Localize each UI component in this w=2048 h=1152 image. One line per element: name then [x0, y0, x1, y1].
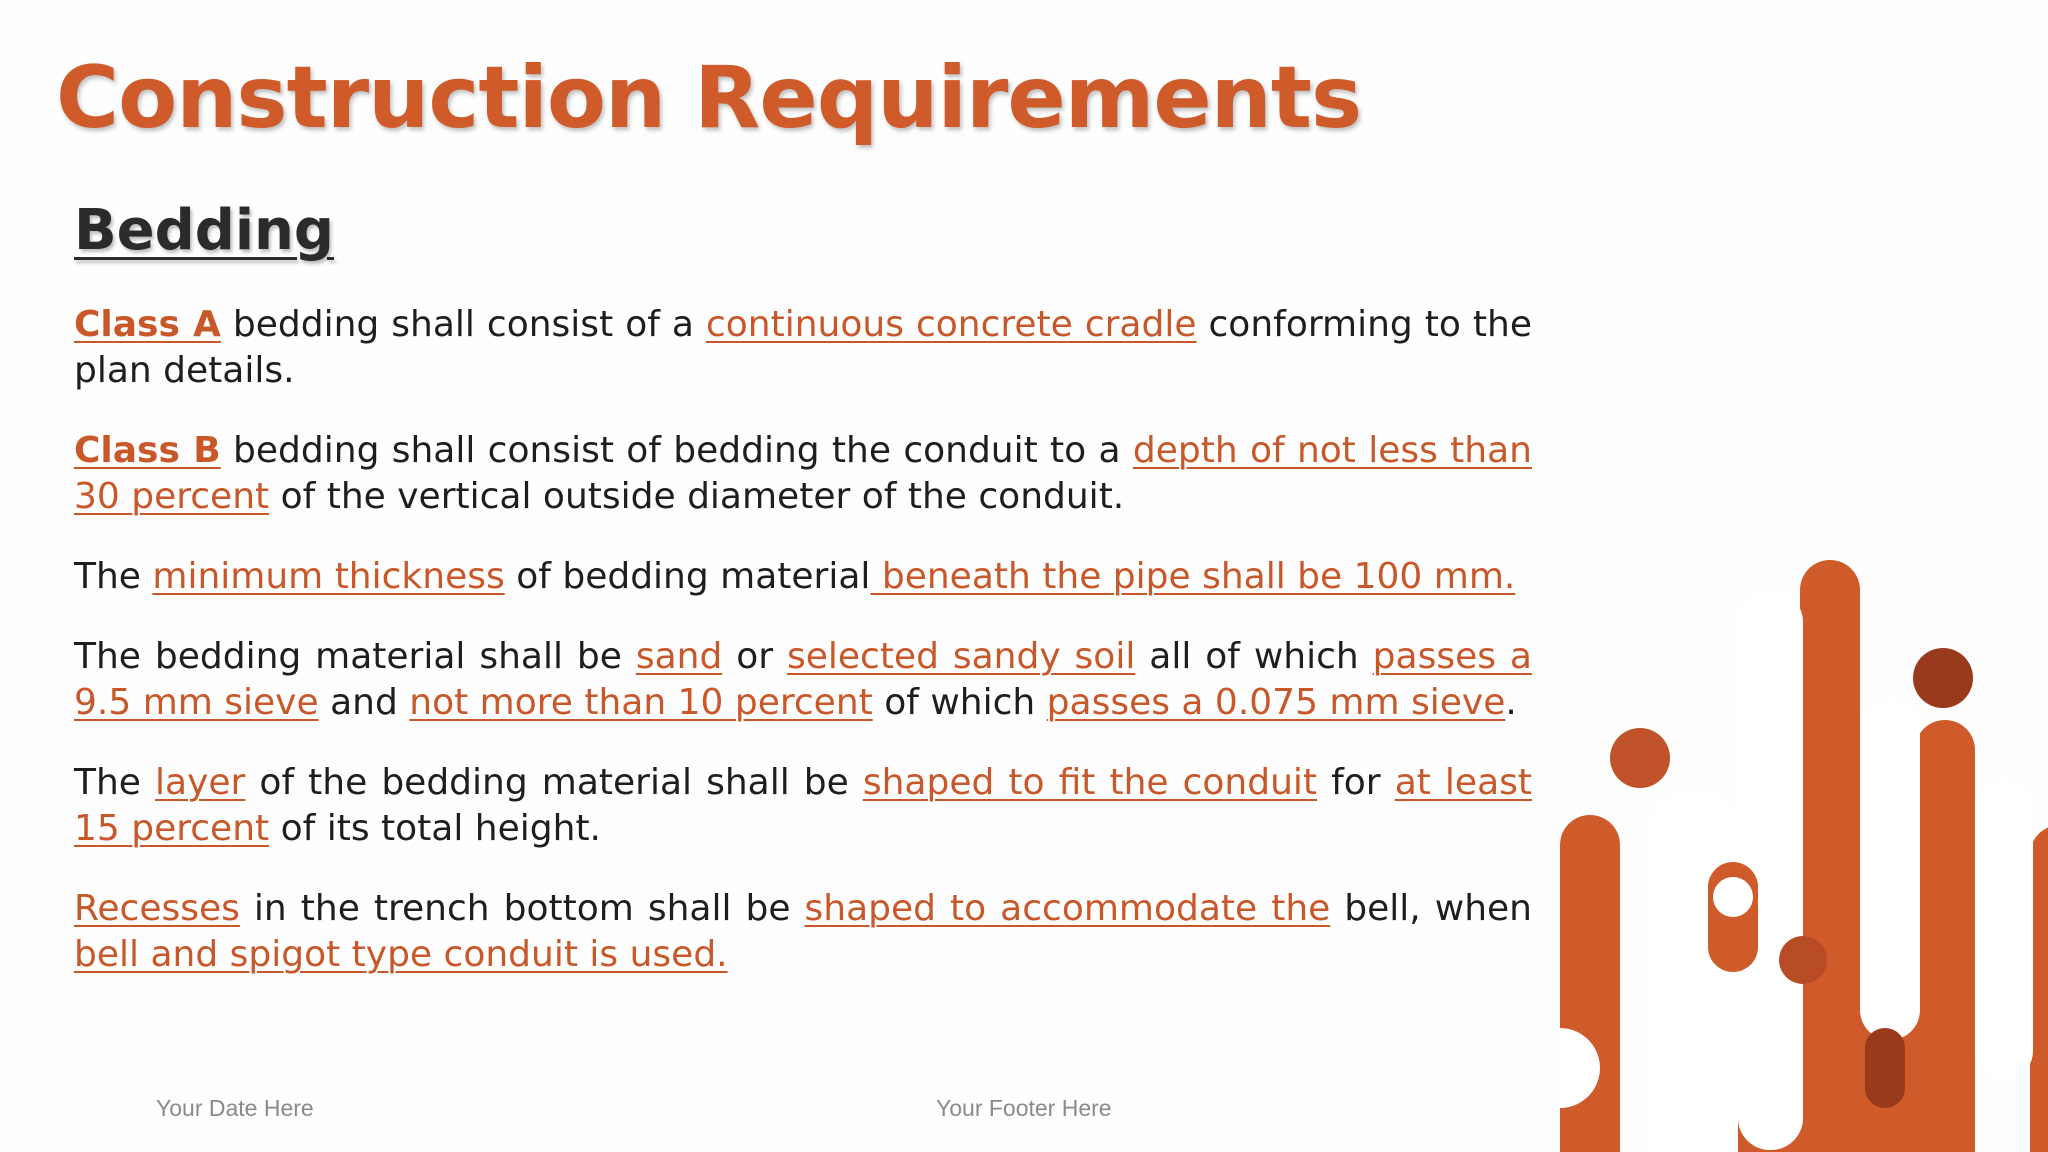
highlight-text: beneath the pipe shall be 100 mm.: [870, 556, 1516, 597]
decorative-pipes-graphic: [1560, 550, 2048, 1152]
decorative-cutout: [1648, 790, 1738, 1152]
decorative-dot: [1913, 648, 1973, 708]
decorative-pill: [1865, 1028, 1905, 1108]
highlight-text: Recesses: [74, 888, 240, 929]
decorative-dot: [1610, 728, 1670, 788]
text-run: bedding shall consist of bedding the conduit to a: [220, 430, 1133, 471]
text-run: bedding shall consist of a: [220, 304, 706, 345]
paragraph-class-b: [74, 428, 1532, 520]
text-run: for: [1317, 762, 1395, 803]
text-run: all of which: [1135, 636, 1373, 677]
paragraph-minimum-thickness: [74, 554, 1532, 600]
decorative-cutout: [1975, 780, 2033, 1080]
highlight-text: not more than 10 percent: [409, 682, 873, 723]
paragraph-recesses: [74, 886, 1532, 978]
text-run: of which: [872, 682, 1047, 723]
text-run: of the bedding material shall be: [245, 762, 863, 803]
text-run: .: [1505, 682, 1517, 723]
section-heading: Bedding: [74, 198, 334, 263]
highlight-text: at least 15 percent: [74, 762, 1533, 849]
decorative-dot: [1779, 936, 1827, 984]
highlight-text: continuous concrete cradle: [705, 304, 1197, 345]
decorative-pipe: [1800, 560, 1860, 1120]
highlight-text: shaped to fit the conduit: [862, 762, 1318, 803]
highlight-class-a: Class A: [74, 304, 221, 345]
highlight-text: passes a 0.075 mm sieve: [1046, 682, 1506, 723]
highlight-text: selected sandy soil: [786, 636, 1136, 677]
text-run: The bedding material shall be: [74, 636, 636, 677]
footer-date: Your Date Here: [156, 1095, 314, 1121]
highlight-text: shaped to accommodate the: [804, 888, 1331, 929]
paragraph-bedding-material: [74, 634, 1532, 726]
decorative-dot: [1713, 877, 1753, 917]
text-run: and: [318, 682, 410, 723]
slide-body: [74, 302, 1532, 1012]
slide-number: 11: [1990, 1095, 2014, 1121]
text-run: conforming to the plan details.: [74, 304, 1532, 391]
highlight-text: layer: [155, 762, 246, 803]
text-run: The: [74, 762, 156, 803]
paragraph-class-a: [74, 302, 1532, 394]
text-run: of bedding material: [504, 556, 871, 597]
highlight-class-b: Class B: [74, 430, 221, 471]
highlight-text: minimum thickness: [152, 556, 505, 597]
text-run: or: [722, 636, 787, 677]
paragraph-layer: [74, 760, 1532, 852]
text-run: The: [74, 556, 153, 597]
decorative-cutout: [1860, 700, 1920, 1040]
text-run: of the vertical outside diameter of the conduit.: [269, 476, 1125, 517]
highlight-text: bell and spigot type conduit is used.: [74, 934, 728, 975]
text-run: bell, when: [1330, 888, 1532, 929]
text-run: of its total height.: [269, 808, 601, 849]
decorative-pipe: [1915, 720, 1975, 1152]
highlight-text: depth of not less than 30 percent: [74, 430, 1532, 517]
footer-text: Your Footer Here: [936, 1095, 1112, 1121]
slide-title: Construction Requirements: [56, 48, 1362, 148]
highlight-text: sand: [635, 636, 723, 677]
highlight-text: passes a 9.5 mm sieve: [74, 636, 1532, 723]
text-run: in the trench bottom shall be: [239, 888, 805, 929]
